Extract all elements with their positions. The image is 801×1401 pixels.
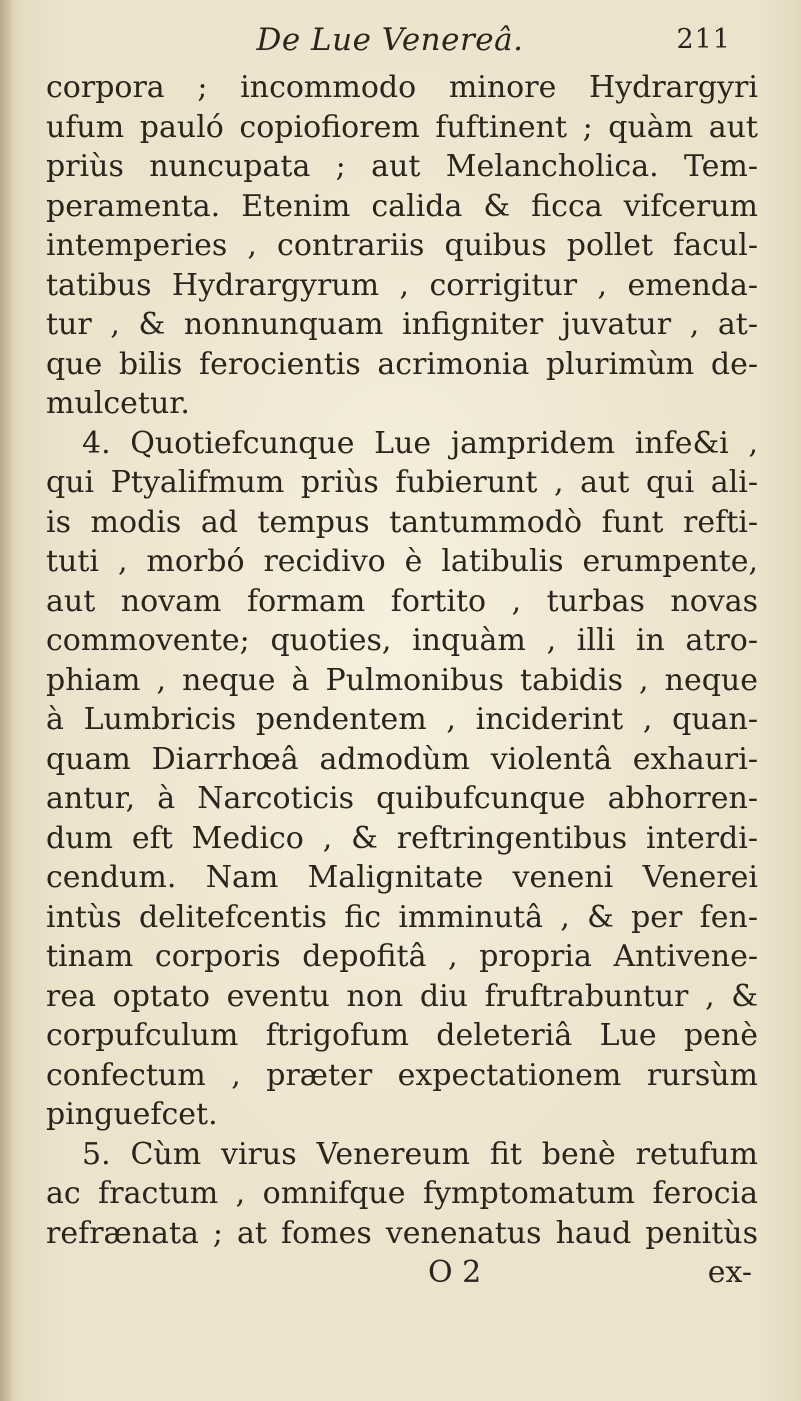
- text-line: dum eft Medico , & reftringentibus interdi-: [46, 820, 758, 856]
- text-line: corpora ; incommodo minore Hydrargyri: [46, 70, 758, 105]
- text-line: antur, à Narcoticis quibufcunque abhorren-: [46, 781, 758, 816]
- text-line: qui Ptyalifmum priùs fubierunt , aut qui ali-: [46, 465, 758, 500]
- text-line: à Lumbricis pendentem , inciderint , quan-: [46, 702, 758, 737]
- signature-line: [46, 1253, 758, 1293]
- text-line: intùs delitefcentis fic imminutâ , & per fen-: [46, 899, 758, 935]
- text-line: que bilis ferocientis acrimonia plurimùm de-: [46, 346, 758, 382]
- text-line: tatibus Hydrargyrum , corrigitur , emenda-: [46, 267, 758, 303]
- text-line: is modis ad tempus tantummodò funt refti-: [46, 504, 758, 540]
- running-title: De Lue Venereâ.: [256, 22, 524, 58]
- text-line: phiam , neque à Pulmonibus tabidis , neque: [46, 662, 758, 698]
- text-line: cendum. Nam Malignitate veneni Venerei: [46, 860, 758, 895]
- paragraph-end-line: mulcetur.: [46, 386, 190, 421]
- page-gutter-shadow: [0, 0, 14, 1401]
- paragraph-start-line: 4. Quotiefcunque Lue jampridem infe&i ,: [82, 425, 758, 461]
- text-line: confectum , præter expectationem rursùm: [46, 1057, 758, 1093]
- text-line: refrænata ; at fomes venenatus haud penitùs: [46, 1215, 758, 1251]
- catchword: ex-: [707, 1255, 752, 1290]
- text-line: aut novam formam fortito , turbas novas: [46, 583, 758, 619]
- text-line: ac fractum , omnifque fymptomatum ferocia: [46, 1176, 758, 1211]
- text-line: tinam corporis depofitâ , propria Antivene-: [46, 939, 758, 974]
- signature-mark: O 2: [428, 1255, 482, 1290]
- text-line: rea optato eventu non diu fruftrabuntur , &: [46, 978, 758, 1014]
- page-header: [0, 20, 801, 66]
- paragraph-start-line: 5. Cùm virus Venereum fit benè retufum: [82, 1136, 758, 1172]
- text-line: intemperies , contrariis quibus pollet facul-: [46, 228, 758, 263]
- page-number: 211: [676, 24, 731, 55]
- text-line: tuti , morbó recidivo è latibulis erumpente,: [46, 544, 758, 579]
- text-line: quam Diarrhœâ admodùm violentâ exhauri-: [46, 741, 758, 777]
- text-line: commovente; quoties, inquàm , illi in atro-: [46, 623, 758, 658]
- paragraph-end-line: pinguefcet.: [46, 1097, 218, 1132]
- text-line: priùs nuncupata ; aut Melancholica. Tem-: [46, 149, 758, 184]
- text-line: tur , & nonnunquam infigniter juvatur , at-: [46, 307, 758, 342]
- text-line: peramenta. Etenim calida & ficca vifcerum: [46, 188, 758, 224]
- body-text: [46, 68, 758, 1293]
- text-line: corpufculum ftrigofum deleteriâ Lue penè: [46, 1018, 758, 1053]
- text-line: ufum pauló copiofiorem fuftinent ; quàm aut: [46, 109, 758, 145]
